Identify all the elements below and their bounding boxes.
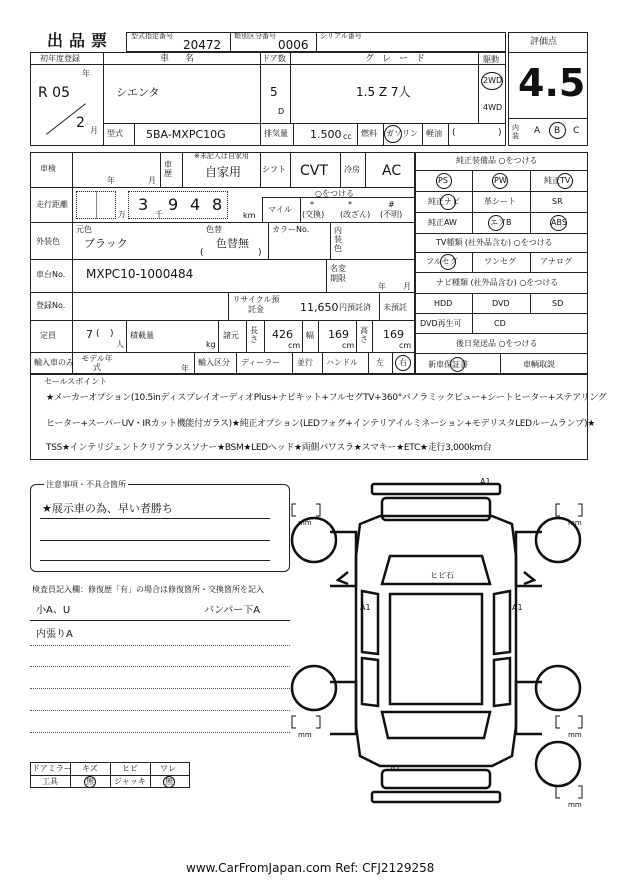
nav-dvd: DVD (492, 299, 510, 308)
tire-mm-rr: mm (568, 731, 582, 739)
notes-box (30, 484, 290, 572)
equip-sr: SR (552, 197, 563, 206)
width-unit: cm (342, 341, 355, 350)
footer-watermark: www.CarFromJapan.com Ref: CFJ2129258 (186, 861, 435, 875)
drive-2wd: 2WD (483, 76, 503, 85)
type-cert-label: 型式指定番号 (131, 32, 173, 40)
name-change-year: 年 (378, 282, 386, 291)
color-change-label: 色替 (206, 225, 222, 234)
missing-mirror: ドアミラー (32, 764, 72, 773)
first-reg-month-unit: 月 (90, 126, 98, 135)
inspection-month-unit: 月 (148, 176, 156, 185)
mileage-exchange: (交換) (302, 210, 325, 219)
car-name: シエンタ (116, 86, 160, 99)
sales-line-3: TSS★インテリジェントクリアランスソナー★BSM★LEDヘッド★両側パワスラ★スマキー★ETC★走行3,000km台 (46, 443, 492, 453)
missing-tools: 工具 (42, 777, 58, 786)
interior-b: B (554, 126, 561, 136)
doors-value: 5 (270, 85, 278, 99)
model-value: 5BA-MXPC10G (146, 128, 226, 141)
handle-label: ハンドル (326, 358, 358, 367)
cc-unit: cc (343, 132, 352, 141)
equip-leather: 革シート (484, 197, 516, 206)
dim-label: 諸元 (223, 331, 239, 340)
fuel-label: 燃料 (361, 129, 377, 138)
length-value: 426 (272, 328, 293, 341)
drive-2wd-circle (481, 72, 503, 90)
use-value: 自家用 (205, 165, 242, 179)
page-title: 出品票 (47, 31, 114, 50)
model-year-label: モデル年式 (81, 354, 113, 372)
nav-dvd-play: DVD再生可 (420, 319, 462, 328)
equip-pw: PW (494, 176, 507, 185)
recycle-none: 未預託 (383, 303, 407, 312)
interior-b-circle (549, 122, 566, 139)
nav-hdd: HDD (434, 299, 453, 308)
mileage-digit-2: 9 (168, 195, 179, 214)
type-cert-value: 20472 (183, 38, 222, 52)
missing-tools-mark: 無 (86, 777, 94, 786)
model-year-unit: 年 (181, 364, 189, 373)
equip-aw: 純正AW (428, 218, 457, 227)
doors-label: ドア数 (262, 54, 286, 63)
handle-left: 左 (376, 358, 384, 367)
interior-a: A (534, 126, 541, 136)
recycle-label: リサイクル預託金 (232, 295, 280, 314)
nav-cd: CD (494, 319, 506, 328)
height-label: 高さ (360, 326, 368, 344)
color-value: ブラック (84, 237, 128, 250)
shift-label: シフト (262, 165, 286, 174)
inspector-label: 検査員記入欄：修復歴「有」の場合は修復箇所・交換箇所を記入 (32, 585, 264, 594)
capacity-unit: 人 (116, 340, 124, 349)
inspector-line-2: 内張りA (36, 629, 73, 640)
docs-warranty: 新車保証書 (428, 360, 468, 369)
notes-line-1: ★展示車の為、早い者勝ち (42, 502, 173, 515)
mileage-mark-note: ○をつける (315, 189, 354, 198)
tire-mm-fr: mm (568, 519, 582, 527)
equip-tv: 純正TV (544, 176, 571, 185)
inspector-line-1a: 小A、U (36, 605, 71, 616)
score-value: 4.5 (518, 61, 586, 105)
mile-label: マイル (268, 205, 292, 214)
score-label: 評価点 (530, 37, 558, 47)
name-change-label: 名変期限 (330, 264, 346, 283)
missing-jack-mark: 無 (165, 777, 173, 786)
first-reg-year: R 05 (38, 85, 70, 101)
class-value: 0006 (278, 38, 309, 52)
width-value: 169 (328, 328, 349, 341)
car-diagram (290, 476, 590, 806)
sales-label: セールスポイント (44, 377, 108, 386)
mileage-digit-4: 8 (212, 195, 223, 214)
chassis-value: MXPC10-1000484 (86, 267, 194, 281)
drive-4wd: 4WD (483, 103, 503, 112)
interior-label: 内装 (512, 124, 519, 140)
capacity-label: 定員 (40, 331, 56, 340)
equip-navi: 純正ナビ (428, 197, 460, 206)
load-unit: kg (206, 340, 216, 349)
tv-fullseg: フルセグ (426, 257, 458, 266)
color-change-value: 色替無 (216, 237, 249, 250)
import-label: 輸入車のみ (34, 358, 74, 367)
equip-abs: ABS (551, 218, 567, 227)
shift-value: CVT (300, 163, 328, 179)
height-value: 169 (383, 328, 404, 341)
chassis-label: 車台No. (36, 270, 66, 279)
mileage-modified: (改ざん) (340, 210, 371, 219)
nav-sd: SD (552, 299, 564, 308)
sales-line-2: ヒーター+スーパーUV・IRカット機能付ガラス)★純正オプション(LEDフォグ+インテリアイルミネーション+モデリスタLEDルームランプ)★ (46, 419, 595, 429)
mileage-unknown: (不明) (380, 210, 403, 219)
first-reg-year-unit: 年 (82, 69, 90, 78)
width-label: 幅 (306, 331, 314, 340)
recycle-unit: 円預託済 (339, 303, 371, 312)
reg-label: 登録No. (36, 301, 66, 310)
import-parallel: 並行 (297, 358, 313, 367)
damage-windshield: ヒビ石 (430, 571, 454, 580)
load-label: 積載量 (130, 331, 154, 340)
mileage-label: 走行距離 (36, 200, 68, 209)
damage-a1-left: A1 (360, 603, 371, 612)
import-dealer: ディーラー (241, 358, 281, 367)
import-type-label: 輸入区分 (198, 358, 230, 367)
color-code-label: カラーNo. (272, 225, 310, 234)
missing-jack: ジャッキ (114, 777, 146, 786)
grade-value: 1.5 Z 7人 (356, 85, 411, 99)
mileage-digit-1: 3 (138, 195, 149, 214)
tire-mm-fl: mm (298, 519, 312, 527)
interior-color-label: 内装色 (334, 226, 342, 253)
fuel-gas-circle (384, 125, 402, 143)
notes-label: 注意事項・不具合箇所 (46, 480, 126, 489)
first-reg-label: 初年度登録 (40, 54, 80, 63)
equip-ps: PS (438, 176, 448, 185)
equipment-title: 純正装備品 ○をつける (456, 156, 538, 165)
tv-oneseg: ワンセグ (484, 257, 516, 266)
nav-title: ナビ種類 (社外品含む) ○をつける (436, 278, 559, 287)
displacement-label: 排気量 (264, 129, 288, 138)
orig-color-label: 元色 (76, 225, 92, 234)
color-label: 外装色 (36, 237, 60, 246)
use-note: ※未記入は自家用 (194, 152, 249, 160)
handle-right: 右 (399, 358, 407, 367)
capacity-value: 7 (86, 328, 93, 341)
serial-label: シリアル番号 (320, 32, 362, 40)
tv-analog: アナログ (540, 257, 572, 266)
model-label: 型式 (107, 129, 123, 138)
docs-manual: 車輌取説 (523, 360, 555, 369)
length-label: 長さ (250, 326, 258, 344)
mileage-man: 万 (118, 210, 126, 219)
tv-title: TV種類 (社外品含む) ○をつける (436, 238, 553, 247)
missing-crack: ヒビ (122, 764, 138, 773)
first-reg-month: 2 (76, 115, 85, 131)
tire-mm-rl: mm (298, 731, 312, 739)
grade-label: グレード (365, 54, 434, 64)
missing-scratch: キズ (82, 764, 98, 773)
tire-mm-spare: mm (568, 801, 582, 809)
damage-a1-front: A1 (480, 477, 491, 486)
use-label: 車歴 (164, 160, 172, 178)
sales-line-1: ★メーカーオプション(10.5inディスプレイオーディオPlus+ナビキット+フルセグTV+360°パノラミックビュー+シートヒーター+ステアリング (46, 393, 607, 403)
height-unit: cm (399, 341, 412, 350)
docs-title: 後日発送品 ○をつける (456, 339, 538, 348)
handle-right-circle (395, 355, 411, 371)
mileage-sen: 千 (155, 210, 163, 219)
interior-c: C (573, 126, 580, 136)
name-change-month: 月 (403, 282, 411, 291)
damage-a1-right: A1 (512, 603, 523, 612)
displacement-value: 1.500 (310, 128, 342, 141)
fuel-diesel: 軽油 (426, 129, 442, 138)
inspector-line-1b: バンパー下A (204, 605, 261, 616)
ac-label: 冷房 (344, 165, 360, 174)
inspection-label: 車検 (40, 164, 56, 173)
missing-break: ワレ (160, 764, 176, 773)
equip-airbag: エアB (490, 218, 512, 227)
doors-sub: D (278, 107, 285, 116)
drive-label: 駆動 (483, 55, 499, 64)
damage-a1-rear: A1 (390, 764, 401, 773)
recycle-value: 11,650 (300, 301, 339, 314)
car-name-label: 車名 (160, 54, 211, 64)
mileage-km: km (243, 211, 256, 220)
ac-value: AC (382, 163, 402, 179)
length-unit: cm (288, 341, 301, 350)
class-label: 類別区分番号 (234, 32, 276, 40)
mileage-digit-3: 4 (190, 195, 201, 214)
fuel-gas: ガソリン (386, 129, 418, 138)
inspection-year-unit: 年 (107, 176, 115, 185)
